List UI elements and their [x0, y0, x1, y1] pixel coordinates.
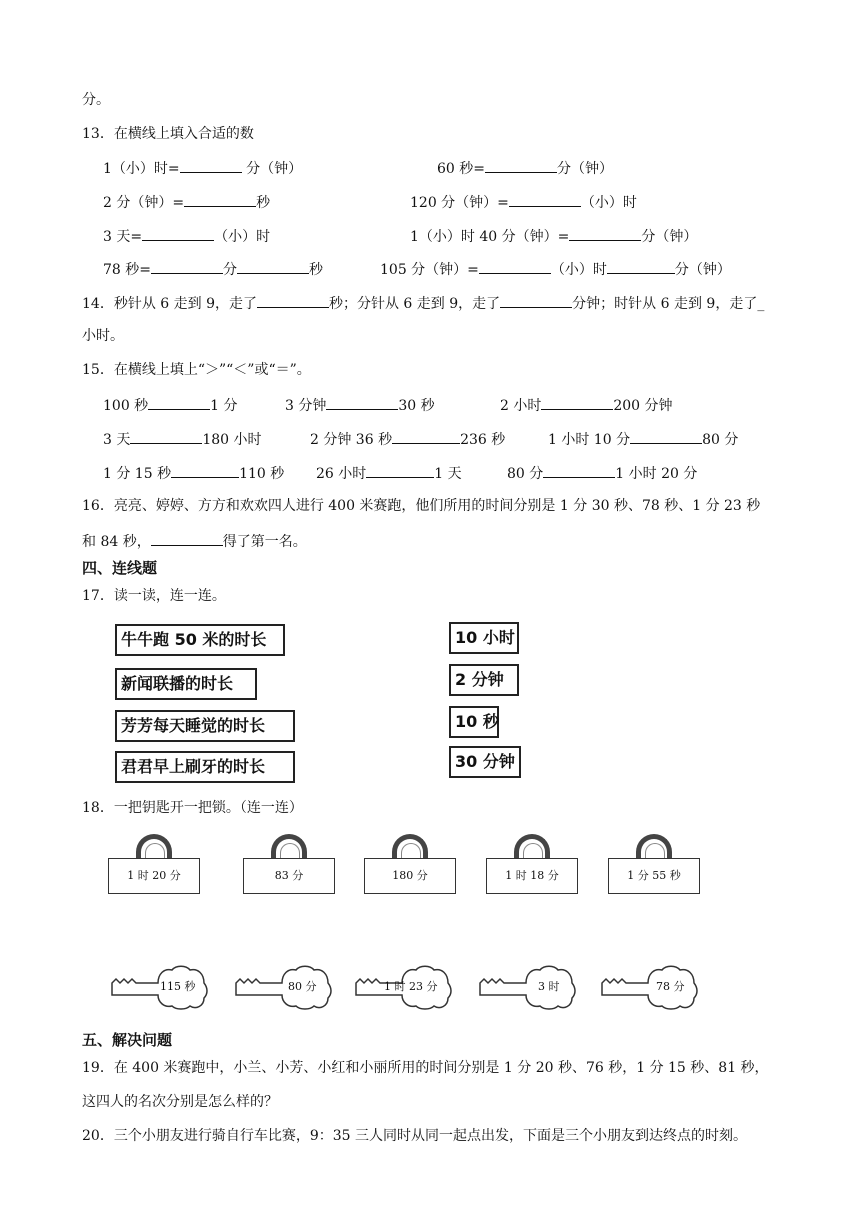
q15-compare: 2 小时 200 分钟 [500, 394, 673, 416]
match-right-4[interactable]: 30 分钟 [449, 746, 521, 778]
answer-blank[interactable] [485, 157, 557, 173]
key-3[interactable] [352, 964, 462, 1010]
answer-blank[interactable] [569, 225, 641, 241]
match-left-4[interactable]: 君君早上刷牙的时长 [115, 751, 295, 783]
answer-blank[interactable] [130, 428, 202, 444]
q16-line-1: 16．亮亮、婷婷、方方和欢欢四人进行 400 米赛跑，他们所用的时间分别是 1 分 30 秒、78 秒、1 分 23 秒 [82, 498, 761, 514]
answer-blank[interactable] [151, 258, 223, 274]
q13-item-2a: 2 分（钟）= 秒 [103, 191, 270, 213]
q15-compare: 1 小时 10 分 80 分 [548, 428, 738, 450]
key-2[interactable] [232, 964, 342, 1010]
q15-title: 15．在横线上填上“＞”“＜”或“＝”。 [82, 362, 311, 378]
match-left-3[interactable]: 芳芳每天睡觉的时长 [115, 710, 295, 742]
q15-compare: 80 分 1 小时 20 分 [507, 462, 697, 484]
q16-line-2: 和 84 秒， 得了第一名。 [82, 530, 307, 552]
key-label: 115 秒 [160, 980, 196, 993]
q14-line-2: 小时。 [82, 328, 124, 344]
answer-blank[interactable] [237, 258, 309, 274]
answer-blank[interactable] [366, 462, 434, 478]
q19-line-2: 这四人的名次分别是怎么样的？ [82, 1094, 278, 1110]
q13-item-2b: 120 分（钟）= （小）时 [410, 191, 637, 213]
q15-compare: 1 分 15 秒 110 秒 [103, 462, 284, 484]
answer-blank[interactable] [171, 462, 239, 478]
answer-blank[interactable] [607, 258, 675, 274]
q20-line-1: 20．三个小朋友进行骑自行车比赛，9：35 三人同时从同一起点出发，下面是三个小朋友到达终点的时刻。 [82, 1128, 747, 1144]
lock-5[interactable]: 1 分 55 秒 [608, 834, 700, 894]
section-heading-matching: 四、连线题 [82, 559, 158, 577]
key-4[interactable] [476, 964, 586, 1010]
q13-title: 13．在横线上填入合适的数 [82, 126, 254, 142]
answer-blank[interactable] [500, 292, 572, 308]
match-left-2[interactable]: 新闻联播的时长 [115, 668, 257, 700]
answer-blank[interactable] [180, 157, 242, 173]
answer-blank[interactable] [630, 428, 702, 444]
answer-blank[interactable] [509, 191, 581, 207]
key-icon [232, 964, 342, 1010]
q15-compare: 100 秒 1 分 [103, 394, 238, 416]
key-label: 3 时 [538, 980, 560, 993]
q17-title: 17．读一读，连一连。 [82, 588, 226, 604]
answer-blank[interactable] [184, 191, 256, 207]
q18-title: 18．一把钥匙开一把锁。（连一连） [82, 800, 303, 816]
q13-item-3a: 3 天= （小）时 [103, 225, 270, 247]
answer-blank[interactable] [543, 462, 615, 478]
answer-blank[interactable] [142, 225, 214, 241]
key-icon [598, 964, 708, 1010]
answer-blank[interactable] [479, 258, 551, 274]
answer-blank[interactable] [148, 394, 210, 410]
q15-compare: 2 分钟 36 秒 236 秒 [310, 428, 505, 450]
key-label: 1 时 23 分 [384, 980, 438, 993]
lock-1[interactable]: 1 时 20 分 [108, 834, 200, 894]
lock-3[interactable]: 180 分 [364, 834, 456, 894]
q15-compare: 3 分钟 30 秒 [285, 394, 435, 416]
answer-blank[interactable] [392, 428, 460, 444]
answer-blank[interactable] [326, 394, 398, 410]
key-5[interactable] [598, 964, 708, 1010]
q13-item-1a: 1（小）时= 分（钟） [103, 157, 302, 179]
prev-question-tail: 分。 [82, 92, 110, 108]
key-1[interactable] [108, 964, 218, 1010]
key-label: 80 分 [288, 980, 317, 993]
q13-item-3b: 1（小）时 40 分（钟）= 分（钟） [410, 225, 697, 247]
lock-4[interactable]: 1 时 18 分 [486, 834, 578, 894]
q13-item-4a: 78 秒= 分 秒 [103, 258, 323, 280]
match-right-1[interactable]: 10 小时 [449, 622, 519, 654]
q19-line-1: 19．在 400 米赛跑中，小兰、小芳、小红和小丽所用的时间分别是 1 分 20 秒、76 秒，1 分 15 秒、81 秒， [82, 1060, 769, 1076]
match-right-2[interactable]: 2 分钟 [449, 664, 519, 696]
q15-compare: 26 小时 1 天 [316, 462, 462, 484]
key-icon [476, 964, 586, 1010]
q13-item-1b: 60 秒= 分（钟） [437, 157, 613, 179]
q15-compare: 3 天 180 小时 [103, 428, 262, 450]
match-right-3[interactable]: 10 秒 [449, 706, 499, 738]
answer-blank[interactable] [541, 394, 613, 410]
answer-blank[interactable] [151, 530, 223, 546]
answer-blank[interactable] [257, 292, 329, 308]
section-heading-problems: 五、解决问题 [82, 1031, 173, 1049]
match-left-1[interactable]: 牛牛跑 50 米的时长 [115, 624, 285, 656]
q13-item-4b: 105 分（钟）= （小）时 分（钟） [380, 258, 731, 280]
q14-line-1: 14．秒针从 6 走到 9，走了 秒；分针从 6 走到 9，走了 分钟；时针从 6 走到 9，走了_ [82, 292, 764, 314]
lock-2[interactable]: 83 分 [243, 834, 335, 894]
key-label: 78 分 [656, 980, 685, 993]
